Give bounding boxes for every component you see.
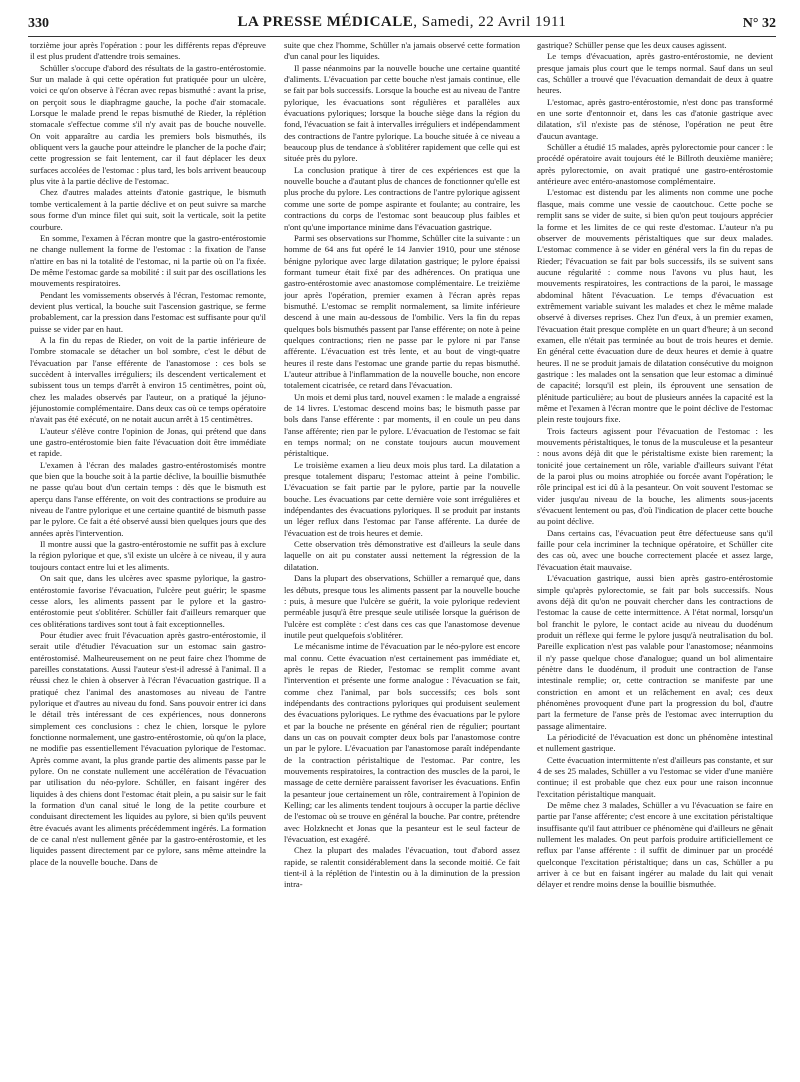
issue-number: N° 32: [742, 16, 776, 31]
paragraph: En somme, l'examen à l'écran montre que la gastro-entérostomie ne change nullement la forme de l'estomac : la fixation de l'anse n'attire en bas ni la totalité de l'estomac, ni la partie où on l'a fixée. De même l'estomac garde sa mobilité : il suit par des oscillations les mouvements respiratoires.: [30, 232, 266, 289]
paragraph: De même chez 3 malades, Schüller a vu l'évacuation se faire en partie par l'anse afférente; c'est encore à une excitation péristaltique insuffisante qu'il faut attribuer ce phénomène qui d'ailleurs ne gênait nullement les malades. On peut parfois produire artificiellement ce reflux par l'anse afférente : il suffit de diminuer par un procédé quelconque l'excitation péristaltique; dans un cas, Schüller a pu arriver à ce but en faisant ingérer au malade du lait qui venait délayer et rendre moins dense la bouillie bismuthée.: [537, 800, 773, 890]
running-title: [28, 14, 776, 31]
paragraph: Chez d'autres malades atteints d'atonie gastrique, le bismuth tombe verticalement à la partie déclive et on peut suivre sa marche sous forme d'un mince filet qui suit, soit la verticale, soit la petite courbure.: [30, 187, 266, 232]
text-column-2: [284, 40, 520, 1076]
paragraph: La périodicité de l'évacuation est donc un phénomène intestinal et nullement gastrique.: [537, 731, 773, 754]
paragraph: suite que chez l'homme, Schüller n'a jamais observé cette formation d'un canal pour les liquides.: [284, 40, 520, 62]
paragraph: Le troisième examen a lieu deux mois plus tard. La dilatation a presque totalement disparu; l'estomac atteint à peine l'ombilic. L'évacuation se fait partie par le pylore, partie par la nouvelle bouche. Les évacuations par cette dernière voie sont irrégulières et indépendantes des évacuations pyloriques. Il se produit par instants un léger reflux dans l'estomac par l'anse afférente. La durée de l'évacuation est de trois heures et demie.: [284, 459, 520, 538]
paragraph: L'examen à l'écran des malades gastro-entérostomisés montre que bien que la bouche soit à la partie déclive, la bouillie bismuthée ne passe qu'au bout d'un certain temps : dès que le bismuth est aperçu dans l'anse efférente, on voit des contractions se produire au niveau de l'antre pylorique et une certaine quantité de bismuth passe par le pylore. Ce fait a été observé aussi bien quelques jours que des années après l'intervention.: [30, 459, 266, 538]
journal-name: LA PRESSE MÉDICALE: [237, 14, 414, 30]
paragraph: Schüller s'occupe d'abord des résultats de la gastro-entérostomie. Sur un malade à qui cette opération fut pratiquée pour un ulcère, voici ce qu'on observe à l'écran avec repas bismuthé : avant la prise, on perçoit sous le diaphragme gauche, la poche d'air stomacale. Lorsque le malade prend le repas bismuthé de Rieder, la réplétion stomacale s'effectue comme s'il n'y avait pas de bouche nouvelle. On voit apparaître au cardia les premiers bols bismuthés, ils obliquent vers la gauche pour atteindre le plancher de la poche d'air; cette progression se fait lentement, car il faut déplacer les deux surfaces accolées de l'estomac : plus tard, les bols arrivent beaucoup plus vite à la partie déclive de l'estomac.: [30, 62, 266, 187]
paragraph: Chez la plupart des malades l'évacuation, tout d'abord assez rapide, se ralentit considérablement dans la seconde moitié. Ce fait tient-il à la réplétion de l'intestin ou à la diminution de la pression intra-: [284, 845, 520, 890]
paragraph: On sait que, dans les ulcères avec spasme pylorique, la gastro-entérostomie favorise l'évacuation, l'ulcère peut guérir; le spasme cesse alors, les aliments passent par le pylore et la gastro-entérostomie peut s'oblitérer. Schüller fait d'ailleurs remarquer que ces oblitérations tardives sont tout à fait exceptionnelles.: [30, 573, 266, 629]
paragraph: Pour étudier avec fruit l'évacuation après gastro-entérostomie, il serait utile d'étudier l'évacuation sur un estomac sain gastro-entérostomisé. Malheureusement on ne peut faire chez l'homme de pareilles constatations. Aussi l'auteur s'est-il adressé à l'animal. Il a réussi chez le chien à observer à l'écran l'évacuation gastrique. Il a pratiqué chez l'animal des anastomoses au niveau de l'antre pylorique et d'autres au niveau du fond. Sans pouvoir entrer ici dans le détail très intéressant de ces expériences, nous donnerons simplement ces conclusions : chez le chien, lorsque le pylore fonctionne normalement, une gastro-entérostomie, où qu'on la place, ne modifie pas essentiellement l'évacuation pylorique de l'estomac. Après comme avant, la plus grande partie des aliments passe par le pylore. On ne constate nullement une accélération de l'évacuation par utilisation du néo-pylore. Schüller, en faisant ingérer des liquides à des chiens dont l'estomac était plein, a pu saisir sur le fait la formation d'un canal situé le long de la petite courbure et conduisant directement les liquides au pylore, si bien qu'ils peuvent être évacués avant les aliments précédemment ingérés. La formation de ce canal n'est nullement gênée par la gastro-entérostomie, et les liquides passent directement par ce pylore, sans même atteindre la place de la nouvelle bouche. Dans de: [30, 629, 266, 867]
paragraph: L'évacuation gastrique, aussi bien après gastro-entérostomie simple qu'après pylorectomie, se fait par bols successifs. Nous avons déjà dit qu'on ne pouvait chercher dans les contractions de l'estomac la cause de cette intermittence. A l'état normal, lorsqu'un bol franchit le pylore, le contact acide au niveau du duodénum produit un réflexe qui ferme le pylore jusqu'à neutralisation du bol. Pareille explication n'est pas valable pour l'anastomose; néanmoins il n'y passe quelque chose d'analogue; quand un bol alimentaire pénètre dans le duodénum, il produit une contraction de l'anse intestinale remplie; or, cette contraction se manifeste par une constriction en amont et un relâchement en aval; ces deux phénomènes provoquent d'une part la progression du bol, d'autre part la fermeture de l'anse près de l'estomac avec interruption du passage alimentaire.: [537, 573, 773, 731]
paragraph: L'auteur s'élève contre l'opinion de Jonas, qui prétend que dans une gastro-entérostomie bien faite l'évacuation doit être immédiate et rapide.: [30, 425, 266, 459]
paragraph: Un mois et demi plus tard, nouvel examen : le malade a engraissé de 14 livres. L'estomac descend moins bas; le bismuth passe par bols dans l'anse efférente : par moments, il en coule un peu dans l'anse afférente; rien par le pylore. L'évacuation de l'estomac se fait en temps normal; on ne constate toujours aucun mouvement péristaltique.: [284, 391, 520, 459]
paragraph: Dans certains cas, l'évacuation peut être défectueuse sans qu'il faille pour cela incriminer la technique opératoire, et Schüller cite des cas où, avec une bouche correctement placée et assez large, l'évacuation était mauvaise.: [537, 527, 773, 572]
paragraph: gastrique? Schüller pense que les deux causes agissent.: [537, 40, 727, 50]
text-column-3: [537, 40, 773, 1076]
paragraph: A la fin du repas de Rieder, on voit de la partie inférieure de l'ombre stomacale se détacher un bol sombre, c'est le début de l'évacuation par l'anse efférente de l'anastomose : ces bols se succèdent à intervalles irréguliers; ils descendent verticalement et subissent tous un temps d'arrêt à environ 15 centimètres, point où, chez les malades observés par l'auteur, on a pratiqué la jéjuno-jéjunostomie complémentaire. Dans deux cas où ce temps opératoire n'avait pas été exécuté, on ne notait aucun arrêt à 15 centimètres.: [30, 334, 266, 425]
paragraph: Il passe néanmoins par la nouvelle bouche une certaine quantité d'aliments. L'évacuation par cette bouche n'est jamais continue, elle se fait par bols successifs. Lorsque la bouche est au niveau de l'antre pylorique, les évacuations sont régulières et parallèles aux évacuations pyloriques; lorsque la bouche siège dans la région du fond, l'évacuation se fait à intervalles irréguliers et indépendamment des contractions de l'antre pylorique. La bouche située à ce niveau a beaucoup plus de tendance à s'oblitérer rapidement que celle qui est située près du pylore.: [284, 62, 520, 164]
paragraph: Il montre aussi que la gastro-entérostomie ne suffit pas à exclure la région pylorique et que, s'il existe un ulcère à ce niveau, il y aura toujours contact entre lui et les aliments.: [30, 539, 266, 572]
paragraph: Schüller a étudié 15 malades, après pylorectomie pour cancer : le procédé opératoire avait toujours été le Billroth deuxième manière; après pylorectomie, on avait pratiqué une gastro-entérostomie antérieure avec entéro-anastomose complémentaire.: [537, 142, 773, 187]
paragraph: Pendant les vomissements observés à l'écran, l'estomac remonte, devient plus vertical, la bouche suit l'ascension gastrique, se ferme probablement, car la pression dans l'estomac est suffisante pour qu'il puisse se vider par en haut.: [30, 289, 266, 334]
issue-date: , Samedi, 22 Avril 1911: [413, 14, 567, 30]
paragraph: Trois facteurs agissent pour l'évacuation de l'estomac : les mouvements péristaltiques, le tonus de la musculeuse et la pesanteur : nous avons déjà dit que le péristaltisme existe bien rarement; la tonicité joue certainement un rôle, variable d'ailleurs suivant l'état de la paroi plus ou moins atrophiée ou forcée avant l'opération; le rôle principal est ici dû à la pesanteur. On voit souvent l'estomac se vider jusqu'au niveau de la bouche, les aliments sous-jacents s'évacuent lentement ou pas, d'où l'indication de placer cette bouche au point déclive.: [537, 425, 773, 527]
paragraph: Cette évacuation intermittente n'est d'ailleurs pas constante, et sur 4 de ses 25 malades, Schüller a vu l'estomac se vider d'une manière continue; il est probable que chez eux pour une raison inconnue l'excitation péristaltique manquait.: [537, 754, 773, 799]
paragraph: Dans la plupart des observations, Schüller a remarqué que, dans les débuts, presque tous les aliments passent par la nouvelle bouche : puis, à mesure que l'ulcère se guérit, la voie pylorique redevient perméable jusqu'à être presque seule utilisée lorsque la guérison de l'ulcère est complète : c'est dans ces cas que l'anastomose devenue inutile peut quelquefois s'oblitérer.: [284, 573, 520, 640]
page-header: [28, 10, 776, 37]
paragraph: Le temps d'évacuation, après gastro-entérostomie, ne devient presque jamais plus court que le temps normal. Sauf dans un seul cas, Schüller a trouvé que l'évacuation demandait de deux à quatre heures.: [537, 51, 773, 96]
text-column-1: [30, 40, 266, 1076]
paragraph: L'estomac est distendu par les aliments non comme une poche flasque, mais comme une vessie de caoutchouc. Cette poche se remplit sans se vider de suite, si bien qu'on peut toujours apprécier la forme et les limites de ce qui reste d'estomac. L'auteur n'a pu observer de mouvements péristaltiques que sur deux malades. L'estomac commence à se vider en général vers la fin du repas de Rieder; l'évacuation se fait par bols successifs, ils se suivent sans aucune régularité : comme nous l'avons vu plus haut, les mouvements respiratoires, les contractions de la paroi, le massage abdominal hâtent l'évacuation. Le temps d'évacuation est extrêmement variable suivant les malades et chez le même malade observé à diverses reprises. Chez l'un d'eux, à un premier examen, l'évacuation était presque complète en un quart d'heure; à un second examen, elle n'était pas terminée au bout de trois heures et demie. En général cette évacuation dure de deux heures et demie à quatre heures. Il ne se produit jamais de dilatation consécutive du moignon gastrique : les malades ont la sensation que leur estomac a diminué de capacité; lorsqu'il est plein, ils éprouvent une sensation de plénitude particulière; au bout de plusieurs années la capacité est la même et l'examen à l'écran montre que le point déclive de l'estomac plein reste toujours fixe.: [537, 187, 773, 425]
paragraph: torzième jour après l'opération : pour les différents repas d'épreuve il est plus prudent d'attendre trois semaines.: [30, 40, 266, 62]
paragraph: La conclusion pratique à tirer de ces expériences est que la nouvelle bouche a d'autant plus de chances de fonctionner qu'elle est plus proche du pylore. Les contractions de l'antre pylorique agissent comme une sorte de pompe aspirante et foulante; au contraire, les contractions du corps de l'estomac sont beaucoup plus faibles et n'ont qu'une importance minime dans l'évacuation gastrique.: [284, 164, 520, 232]
paragraph: Parmi ses observations sur l'homme, Schüller cite la suivante : un homme de 64 ans fut opéré le 14 Janvier 1910, pour une sténose bénigne pylorique avec large dilatation gastrique; le pylore épaissi formant tumeur était fixé par des adhérences. On pratiqua une gastro-entérostomie avec anastomose complémentaire. Le treizième jour après l'opération, premier examen à l'écran après repas bismuthé. L'estomac se remplit normalement, sa limite inférieure descend à une main au-dessous de l'ombilic. Vers la fin du repas quelques bols bismuthés passent par l'anse efférente; on note à peine quelques contractions; rien ne passe par le pylore ni par l'anse afférente. L'évacuation est très lente, et au bout de vingt-quatre heures il reste dans l'estomac une grande partie du repas bismuthé. L'auteur attribue à l'inflammation de la nouvelle bouche, non encore totalement cicatrisée, ce retard dans l'évacuation.: [284, 232, 520, 391]
paragraph: Cette observation très démonstrative est d'ailleurs la seule dans laquelle on ait pu constater aussi nettement la régression de la dilatation.: [284, 539, 520, 572]
page-number: 330: [28, 16, 49, 31]
paragraph: L'estomac, après gastro-entérostomie, n'est donc pas transformé en une sorte d'entonnoir et, dans les cas d'atonie gastrique avec dilatation, s'il n'existe pas de sténose, l'opération ne peut être d'aucun avantage.: [537, 96, 773, 141]
paragraph: Le mécanisme intime de l'évacuation par le néo-pylore est encore mal connu. Cette évacuation n'est certainement pas immédiate et, après le repas de Rieder, l'estomac se remplit comme avant l'intervention et présente une forme analogue : l'évacuation se fait, comme chez l'animal, par bols successifs; ces bols sont indépendants des contractions pyloriques qui produisent seulement des évacuations pyloriques. Le rythme des évacuations par le pylore et par la bouche ne présente en général rien de régulier; pourtant dans un cas on pouvait compter deux bols par l'anastomose contre un par le pylore. L'évacuation par l'anastomose paraît indépendante de la contraction péristaltique de l'estomac. Par contre, les mouvements respiratoires, la contraction des muscles de la paroi, le massage de cette dernière paraissent favoriser les évacuations. Enfin la pesanteur joue certainement un rôle, contrairement à l'opinion de Kelling; car les aliments tendent toujours à occuper la partie déclive de l'estomac où se trouve en général la bouche. Par contre, prétendre avec Holzknecht et Jonas que la pesanteur est le seul facteur de l'évacuation, est exagéré.: [284, 641, 520, 845]
